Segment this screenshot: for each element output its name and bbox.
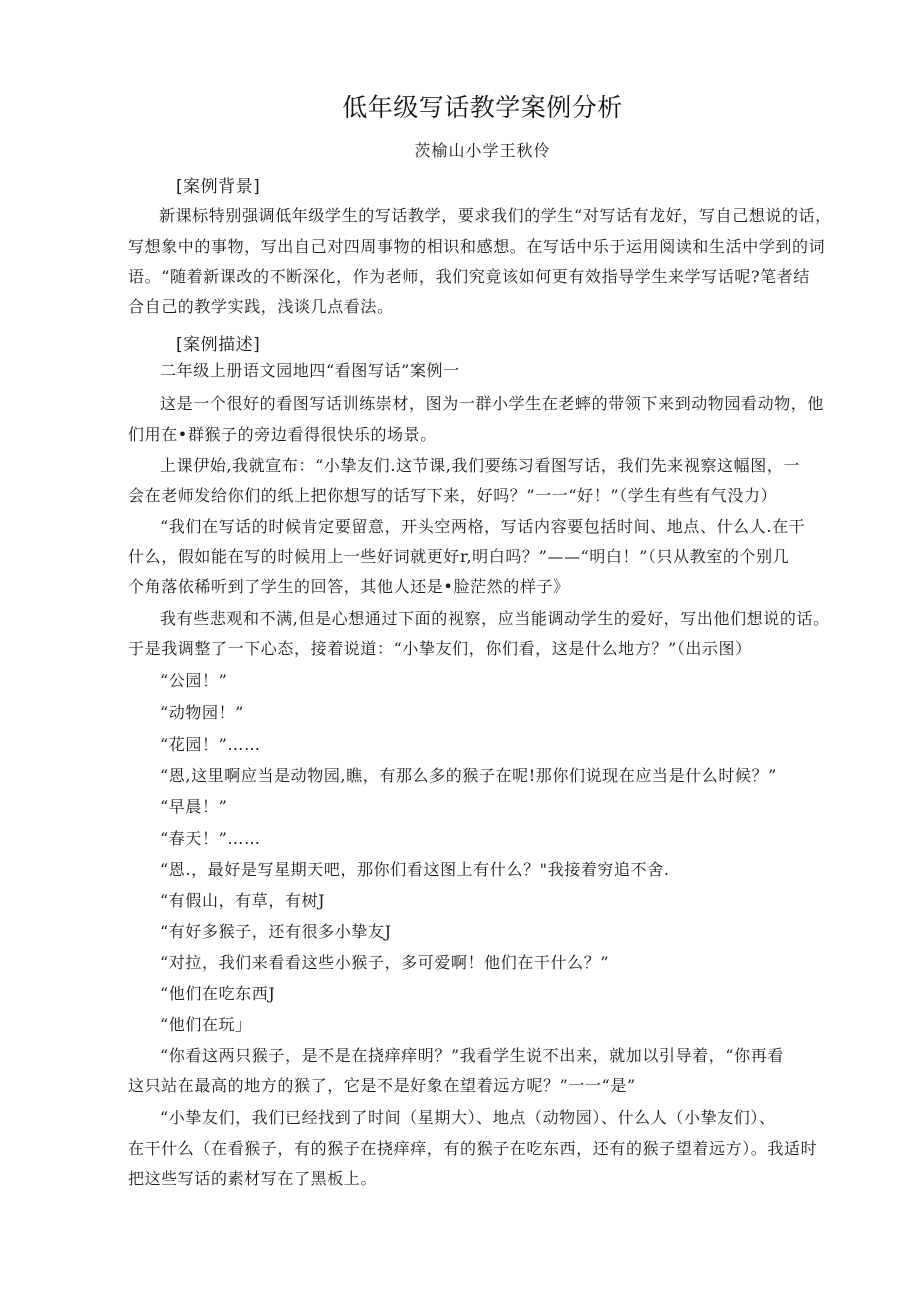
paragraph-line: 写想象中的事物，写出自己对四周事物的相识和感想。在写话中乐于运用阅读和生活中学到的词 bbox=[128, 237, 826, 256]
paragraph-line: “春天！”…… bbox=[160, 829, 261, 848]
paragraph-line: 二年级上册语文园地四“看图写话”案例一 bbox=[160, 361, 460, 380]
paragraph-line: 什么，假如能在写的时候用上一些好词就更好r,明白吗？”——“明白！”（只从教室的个别几 bbox=[128, 547, 790, 566]
document-title: 低年级写话教学案例分析 bbox=[342, 93, 623, 122]
paragraph-line: “公园！” bbox=[160, 671, 228, 690]
paragraph-line: 们用在•群猴子的旁边看得很快乐的场景。 bbox=[128, 425, 437, 444]
paragraph-line: “对拉，我们来看看这些小猴子，多可爱啊！他们在干什么？” bbox=[160, 953, 610, 972]
paragraph-line: “你看这两只猴子，是不是在挠痒痒明？”我看学生说不出来，就加以引导着，“你再看 bbox=[160, 1046, 784, 1065]
paragraph-line: 上课伊始,我就宣布：“小挚友们.这节课,我们要练习看图写话，我们先来视察这幅图，一 bbox=[160, 456, 801, 475]
paragraph-line: 新课标特别强调低年级学生的写话教学，要求我们的学生“对写话有龙好，写自己想说的话， bbox=[159, 206, 832, 225]
paragraph-line: “恩.，最好是写星期天吧，那你们看这图上有什么？"我接着穷追不舍. bbox=[160, 860, 670, 879]
section-heading-background: [案例背景] bbox=[176, 177, 261, 197]
paragraph-line: “小挚友们，我们已经找到了时间（星期大）、地点（动物园）、什么人（小挚友们）、 bbox=[160, 1108, 776, 1127]
paragraph-line: 语。“随着新课改的不断深化，作为老师，我们究竟该如何更有效指导学生来学写话呢?笔者结 bbox=[128, 267, 810, 286]
paragraph-line: 会在老师发给你们的纸上把你想写的话写下来，好吗？”一一“好！”（学生有些有气没力） bbox=[128, 486, 778, 505]
paragraph-line: “花园！”…… bbox=[160, 735, 261, 754]
paragraph-line: 这只站在最高的地方的猴了，它是不是好象在望着远方呢？”一一“是” bbox=[128, 1076, 636, 1095]
paragraph-line: “我们在写话的时候肯定要留意，开头空两格，写话内容要包括时间、地点、什么人.在干 bbox=[160, 517, 806, 536]
paragraph-line: 在干什么（在看猴子，有的猴子在挠痒痒，有的猴子在吃东西，还有的猴子望着远方）。我适时 bbox=[128, 1139, 818, 1158]
paragraph-line: 我有些悲观和不满,但是心想通过下面的视察，应当能调动学生的爱好，写出他们想说的话。 bbox=[160, 609, 830, 628]
paragraph-line: “恩,这里啊应当是动物园,瞧，有那么多的猴子在呢!那你们说现在应当是什么时候？” bbox=[160, 766, 777, 785]
paragraph-line: “动物园！” bbox=[160, 703, 244, 722]
paragraph-line: 这是一个很好的看图写话训练崇材，图为一群小学生在老蟀的带领下来到动物园看动物，他 bbox=[160, 394, 825, 413]
paragraph-line: “有好多猴子，还有很多小挚友J bbox=[160, 922, 392, 941]
paragraph-line: 把这些写话的素材写在了黑板上。 bbox=[128, 1169, 378, 1188]
document-author: 茨榆山小学王秋伶 bbox=[414, 141, 551, 160]
paragraph-line: “他们在玩」 bbox=[160, 1015, 252, 1034]
paragraph-line: “他们在吃东西J bbox=[160, 984, 276, 1003]
paragraph-line: “早晨！” bbox=[160, 797, 228, 816]
paragraph-line: 于是我调整了一下心态，接着说道：“小挚友们，你们看，这是什么地方？”（出示图） bbox=[128, 639, 752, 658]
section-heading-description: [案例描述] bbox=[176, 335, 261, 355]
paragraph-line: 合自己的教学实践，浅谈几点看法。 bbox=[128, 297, 394, 316]
paragraph-line: “有假山，有草，有树J bbox=[160, 891, 326, 910]
paragraph-line: 个角落依稀听到了学生的回答，其他人还是•脸茫然的样子》 bbox=[128, 577, 570, 596]
